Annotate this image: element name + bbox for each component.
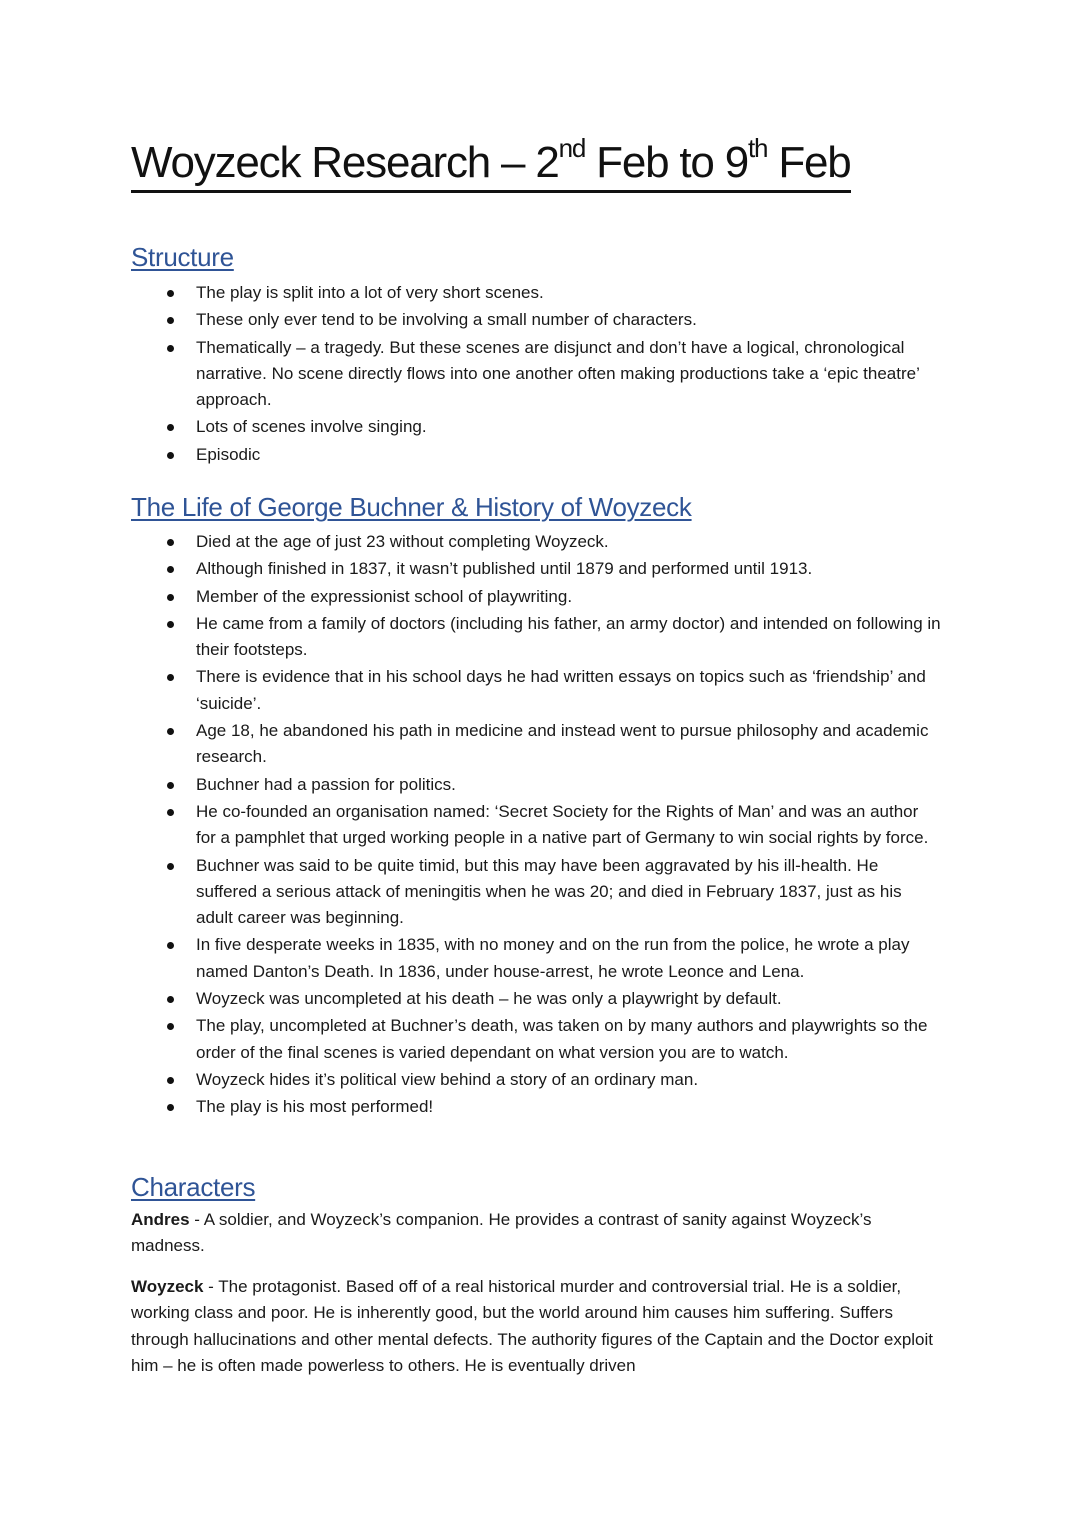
life-list — [131, 529, 941, 1122]
list-item: Although finished in 1837, it wasn’t published until 1879 and performed until 1913. — [131, 556, 941, 582]
list-item: Episodic — [131, 442, 941, 468]
characters-heading: Characters — [131, 1172, 256, 1202]
structure-heading: Structure — [131, 242, 234, 272]
list-item: Woyzeck hides it’s political view behind a story of an ordinary man. — [131, 1067, 941, 1093]
character-woyzeck — [131, 1274, 936, 1379]
list-item: These only ever tend to be involving a small number of characters. — [131, 307, 941, 333]
list-item: The play is split into a lot of very short scenes. — [131, 280, 941, 306]
title-sup-1: nd — [558, 133, 586, 164]
list-item: Thematically – a tragedy. But these scenes are disjunct and don’t have a logical, chronological narrative. No scene directly flows into one another often making productions take a ‘epic theatre’ approach. — [131, 335, 941, 414]
title-text-1: Woyzeck Research – 2 — [131, 138, 559, 187]
list-item: Woyzeck was uncompleted at his death – he was only a playwright by default. — [131, 986, 941, 1012]
title-text-2: Feb to 9 — [585, 138, 748, 187]
list-item: Member of the expressionist school of playwriting. — [131, 584, 941, 610]
list-item: Died at the age of just 23 without completing Woyzeck. — [131, 529, 941, 555]
list-item: The play, uncompleted at Buchner’s death, was taken on by many authors and playwrights so the order of the final scenes is varied dependant on what version you are to watch. — [131, 1013, 941, 1066]
title-sup-2: th — [748, 133, 768, 164]
life-heading: The Life of George Buchner & History of Woyzeck — [131, 492, 692, 522]
structure-list — [131, 280, 941, 469]
list-item: Buchner was said to be quite timid, but this may have been aggravated by his ill-health. He suffered a serious attack of meningitis when he was 20; and died in February 1837, just as his adult career was beginning. — [131, 853, 941, 932]
character-name: Andres — [131, 1210, 190, 1229]
character-name: Woyzeck — [131, 1277, 204, 1296]
title-text-3: Feb — [767, 138, 851, 187]
list-item: There is evidence that in his school days he had written essays on topics such as ‘friendship’ and ‘suicide’. — [131, 664, 941, 717]
list-item: Age 18, he abandoned his path in medicine and instead went to pursue philosophy and academic research. — [131, 718, 941, 771]
list-item: The play is his most performed! — [131, 1094, 941, 1120]
page-title — [131, 133, 851, 193]
list-item: In five desperate weeks in 1835, with no money and on the run from the police, he wrote a play named Danton’s Death. In 1836, under house-arrest, he wrote Leonce and Lena. — [131, 932, 941, 985]
list-item: Buchner had a passion for politics. — [131, 772, 941, 798]
list-item: He came from a family of doctors (including his father, an army doctor) and intended on following in their footsteps. — [131, 611, 941, 664]
character-andres — [131, 1207, 936, 1260]
list-item: Lots of scenes involve singing. — [131, 414, 941, 440]
character-description: - A soldier, and Woyzeck’s companion. He provides a contrast of sanity against Woyzeck’s madness. — [131, 1210, 872, 1256]
character-description: - The protagonist. Based off of a real historical murder and controversial trial. He is a soldier, working class and poor. He is inherently good, but the world around him causes him suffering. Suffers through hallucinations and other mental defects. The authority figures of the Captain and the Doctor exploit him – he is often made powerless to others. He is eventually driven — [131, 1277, 934, 1375]
list-item: He co-founded an organisation named: ‘Secret Society for the Rights of Man’ and was an author for a pamphlet that urged working people in a native part of Germany to win social rights by force. — [131, 799, 941, 852]
